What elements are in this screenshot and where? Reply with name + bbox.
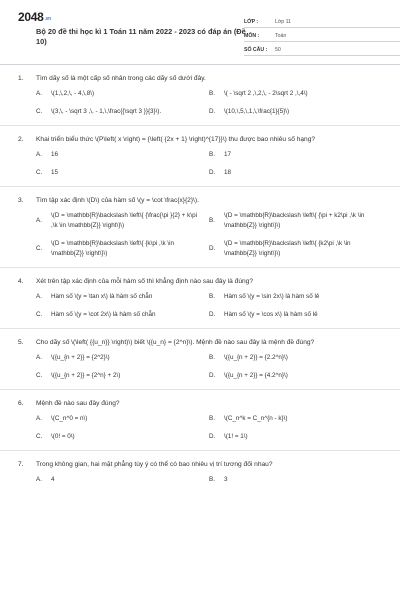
exam-meta — [244, 14, 400, 56]
meta-row-subject — [244, 28, 400, 42]
question-text: Mệnh đề nào sau đây đúng? — [36, 400, 120, 407]
question-text: Tìm dãy số là một cấp số nhân trong các dãy số dưới đây. — [36, 75, 206, 82]
option-text: \(1,\,2,\, - 4,\,8\) — [51, 90, 95, 97]
question — [18, 65, 382, 125]
option-text: \(1! = 1\) — [224, 433, 248, 440]
option-c[interactable] — [36, 107, 209, 117]
option-letter: D. — [209, 311, 216, 318]
option-text: \( - \sqrt 2 ,\,2,\, - 2\sqrt 2 ,\,4\) — [224, 90, 308, 97]
option-c[interactable] — [36, 371, 209, 381]
option-b[interactable] — [209, 211, 382, 231]
option-a[interactable] — [36, 414, 209, 424]
question — [18, 390, 382, 450]
option-text: 16 — [51, 151, 59, 158]
option-a[interactable] — [36, 89, 209, 99]
meta-value: Toán — [275, 33, 287, 39]
option-text: Hàm số \(y = \cot 2x\) là hàm số chẵn — [51, 311, 156, 318]
option-text: \({u_{n + 2}} = {4.2^n}\) — [224, 372, 288, 379]
option-b[interactable] — [209, 89, 382, 99]
option-d[interactable] — [209, 168, 382, 178]
option-letter: B. — [209, 293, 215, 300]
option-text: \(D = \mathbb{R}\backslash \left\{ {k\pi ,\k \in \mathbb{Z}} \right\}\) — [51, 240, 175, 257]
option-letter: C. — [36, 169, 43, 176]
option-a[interactable] — [36, 292, 209, 302]
option-letter: B. — [209, 354, 215, 361]
option-text: Hàm số \(y = \sin 2x\) là hàm số lẻ — [224, 293, 320, 300]
question-list — [18, 65, 382, 493]
meta-row-class — [244, 14, 400, 28]
meta-value: Lớp 11 — [275, 19, 291, 25]
option-text: Hàm số \(y = \cos x\) là hàm số lẻ — [224, 311, 318, 318]
option-d[interactable] — [209, 371, 382, 381]
option-b[interactable] — [209, 475, 382, 485]
logo-main: 2048 — [18, 10, 44, 24]
option-c[interactable] — [36, 168, 209, 178]
option-letter: A. — [36, 415, 42, 422]
option-letter: D. — [209, 433, 216, 440]
option-a[interactable] — [36, 475, 209, 485]
option-d[interactable] — [209, 432, 382, 442]
document-title: Bộ 20 đề thi học kì 1 Toán 11 năm 2022 - 2023 có đáp án (Đề 10) — [36, 27, 246, 46]
option-b[interactable] — [209, 353, 382, 363]
option-text: \(C_n^0 = n\) — [51, 415, 88, 422]
question — [18, 268, 382, 328]
option-b[interactable] — [209, 150, 382, 160]
option-letter: B. — [209, 217, 215, 224]
question-number: 3. — [18, 197, 24, 204]
option-a[interactable] — [36, 211, 209, 231]
option-a[interactable] — [36, 150, 209, 160]
option-text: \(D = \mathbb{R}\backslash \left\{ {\pi + k2\pi ,\k \in \mathbb{Z}} \right\}\) — [224, 212, 365, 229]
option-a[interactable] — [36, 353, 209, 363]
option-letter: D. — [209, 169, 216, 176]
option-text: \(D = \mathbb{R}\backslash \left\{ {\frac{\pi }{2} + k\pi ,\k \in \mathbb{Z}} \right\}\) — [51, 212, 197, 229]
question — [18, 187, 382, 267]
option-letter: A. — [36, 90, 42, 97]
option-letter: C. — [36, 245, 43, 252]
question — [18, 126, 382, 186]
option-d[interactable] — [209, 239, 382, 259]
question-text: Tìm tập xác định \(D\) của hàm số \(y = \cot \frac{x}{2}\). — [36, 197, 199, 204]
question-text: Cho dãy số \(\left( {{u_n}} \right)\) biết \({u_n} = {2^n}\). Mệnh đề nào sau đây là mệnh đề đúng? — [36, 339, 315, 346]
option-letter: B. — [209, 415, 215, 422]
option-d[interactable] — [209, 107, 382, 117]
question-number: 6. — [18, 400, 24, 407]
option-letter: C. — [36, 372, 43, 379]
option-b[interactable] — [209, 414, 382, 424]
option-letter: A. — [36, 151, 42, 158]
question-text: Xét trên tập xác định của mỗi hàm số thì khẳng định nào sau đây là đúng? — [36, 278, 254, 285]
option-letter: D. — [209, 245, 216, 252]
option-letter: A. — [36, 354, 42, 361]
option-text: \({u_{n + 2}} = {2^2}\) — [51, 354, 110, 361]
option-c[interactable] — [36, 432, 209, 442]
question-text: Khai triển biểu thức \(P\left( x \right) = {\left( {2x + 1} \right)^{17}}\) thu được bao nhiêu số hạng? — [36, 136, 316, 143]
option-c[interactable] — [36, 310, 209, 320]
question — [18, 329, 382, 389]
option-letter: C. — [36, 108, 43, 115]
question-number: 2. — [18, 136, 24, 143]
question-number: 1. — [18, 75, 24, 82]
option-text: \(0! = 0\) — [51, 433, 75, 440]
option-text: 18 — [224, 169, 232, 176]
option-text: 3 — [224, 476, 228, 483]
option-letter: C. — [36, 433, 43, 440]
question — [18, 451, 382, 493]
option-text: Hàm số \(y = \tan x\) là hàm số chẵn — [51, 293, 153, 300]
page-header — [18, 0, 382, 64]
option-letter: A. — [36, 293, 42, 300]
option-text: 17 — [224, 151, 232, 158]
option-letter: B. — [209, 151, 215, 158]
option-letter: B. — [209, 476, 215, 483]
option-text: 4 — [51, 476, 55, 483]
option-letter: D. — [209, 372, 216, 379]
option-letter: D. — [209, 108, 216, 115]
question-number: 4. — [18, 278, 24, 285]
option-d[interactable] — [209, 310, 382, 320]
logo-suffix: .vn — [44, 16, 51, 22]
option-text: \({u_{n + 2}} = {2^n} + 2\) — [51, 372, 121, 379]
meta-value: 50 — [275, 47, 281, 53]
option-b[interactable] — [209, 292, 382, 302]
question-number: 7. — [18, 461, 24, 468]
question-text: Trong không gian, hai mặt phẳng tùy ý có thể có bao nhiêu vị trí tương đối nhau? — [36, 461, 273, 468]
option-letter: C. — [36, 311, 43, 318]
option-text: \(10,\,5,\,1,\,\frac{1}{5}\) — [224, 108, 290, 115]
option-text: \({u_{n + 2}} = {2.2^n}\) — [224, 354, 288, 361]
option-text: \(C_n^k = C_n^{n - k}\) — [224, 415, 288, 422]
meta-key: MÔN : — [244, 33, 260, 39]
option-text: \(D = \mathbb{R}\backslash \left\{ {k2\pi ,\k \in \mathbb{Z}} \right\}\) — [224, 240, 351, 257]
option-text: 15 — [51, 169, 59, 176]
meta-key: SỐ CÂU : — [244, 47, 268, 53]
option-letter: B. — [209, 90, 215, 97]
option-letter: A. — [36, 476, 42, 483]
meta-row-count — [244, 42, 400, 56]
option-c[interactable] — [36, 239, 209, 259]
option-text: \(3,\, - \sqrt 3 ,\, - 1,\,\frac{{\sqrt 3 }}{3}\). — [51, 108, 162, 115]
option-letter: A. — [36, 217, 42, 224]
question-number: 5. — [18, 339, 24, 346]
meta-key: LỚP : — [244, 19, 259, 25]
